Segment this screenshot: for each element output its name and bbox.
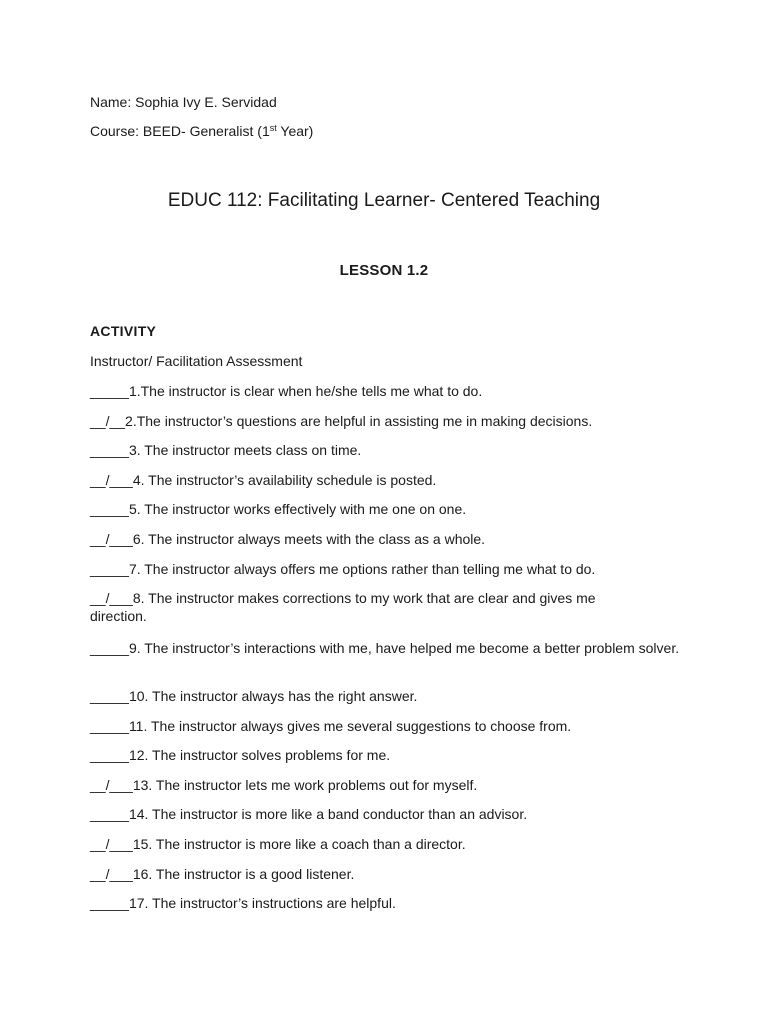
assessment-item	[90, 776, 690, 794]
item-text: 11. The instructor always gives me several suggestions to choose from.	[128, 718, 572, 734]
item-text: 15. The instructor is more like a coach than a director.	[132, 836, 466, 852]
item-blank: _____	[90, 442, 129, 458]
item-blank: _____	[90, 688, 129, 704]
item-blank: __/___	[90, 531, 133, 547]
item-blank: __/___	[90, 777, 133, 793]
assessment-item	[90, 805, 690, 823]
course-superscript: st	[269, 123, 277, 133]
student-name: Name: Sophia Ivy E. Servidad	[90, 94, 277, 110]
item-text: 7. The instructor always offers me options rather than telling me what to do.	[128, 561, 596, 577]
assessment-item	[90, 412, 690, 430]
assessment-item	[90, 560, 690, 578]
item-text: 16. The instructor is a good listener.	[132, 866, 355, 882]
assessment-item	[90, 441, 690, 459]
item-text: 8. The instructor makes corrections to my work that are clear and gives me direction.	[90, 590, 596, 624]
item-blank: __/___	[90, 866, 133, 882]
item-text: 6. The instructor always meets with the class as a whole.	[132, 531, 486, 547]
item-blank: _____	[90, 383, 129, 399]
assessment-item	[90, 382, 690, 400]
assessment-item	[90, 894, 690, 912]
assessment-item	[90, 835, 690, 853]
item-text: 10. The instructor always has the right answer.	[128, 688, 418, 704]
item-blank: _____	[90, 895, 129, 911]
assessment-item	[90, 471, 690, 489]
item-text: 3. The instructor meets class on time.	[128, 442, 362, 458]
item-blank: __/___	[90, 472, 133, 488]
course-suffix: Year)	[276, 123, 314, 139]
course-prefix: Course: BEED- Generalist (1	[90, 123, 270, 139]
item-blank: __/___	[90, 836, 133, 852]
student-course	[90, 122, 313, 140]
activity-subheading: Instructor/ Facilitation Assessment	[90, 353, 303, 369]
assessment-item	[90, 589, 650, 625]
assessment-item	[90, 865, 690, 883]
assessment-item	[90, 530, 690, 548]
assessment-item	[90, 639, 695, 657]
item-text: 14. The instructor is more like a band conductor than an advisor.	[128, 806, 528, 822]
item-text: 9. The instructor’s interactions with me, have helped me become a better problem solver.	[128, 640, 680, 656]
item-text: 17. The instructor’s instructions are helpful.	[128, 895, 396, 911]
assessment-item	[90, 500, 690, 518]
item-blank: _____	[90, 561, 129, 577]
lesson-heading: LESSON 1.2	[339, 262, 429, 279]
item-blank: _____	[90, 747, 129, 763]
item-text: 13. The instructor lets me work problems out for myself.	[132, 777, 478, 793]
assessment-item	[90, 717, 690, 735]
item-blank: _____	[90, 806, 129, 822]
assessment-item	[90, 687, 690, 705]
item-blank: _____	[90, 718, 129, 734]
item-text: 1.The instructor is clear when he/she tells me what to do.	[128, 383, 483, 399]
item-blank: _____	[90, 501, 129, 517]
item-text: 5. The instructor works effectively with me one on one.	[128, 501, 467, 517]
item-blank: __/___	[90, 590, 133, 606]
activity-heading: ACTIVITY	[90, 323, 157, 339]
item-blank: _____	[90, 640, 129, 656]
item-text: 12. The instructor solves problems for me.	[128, 747, 391, 763]
item-blank: __/__	[90, 413, 126, 429]
assessment-item	[90, 746, 690, 764]
document-title: EDUC 112: Facilitating Learner- Centered Teaching	[167, 190, 601, 211]
item-text: 2.The instructor’s questions are helpful in assisting me in making decisions.	[125, 413, 593, 429]
item-text: 4. The instructor’s availability schedule is posted.	[132, 472, 437, 488]
